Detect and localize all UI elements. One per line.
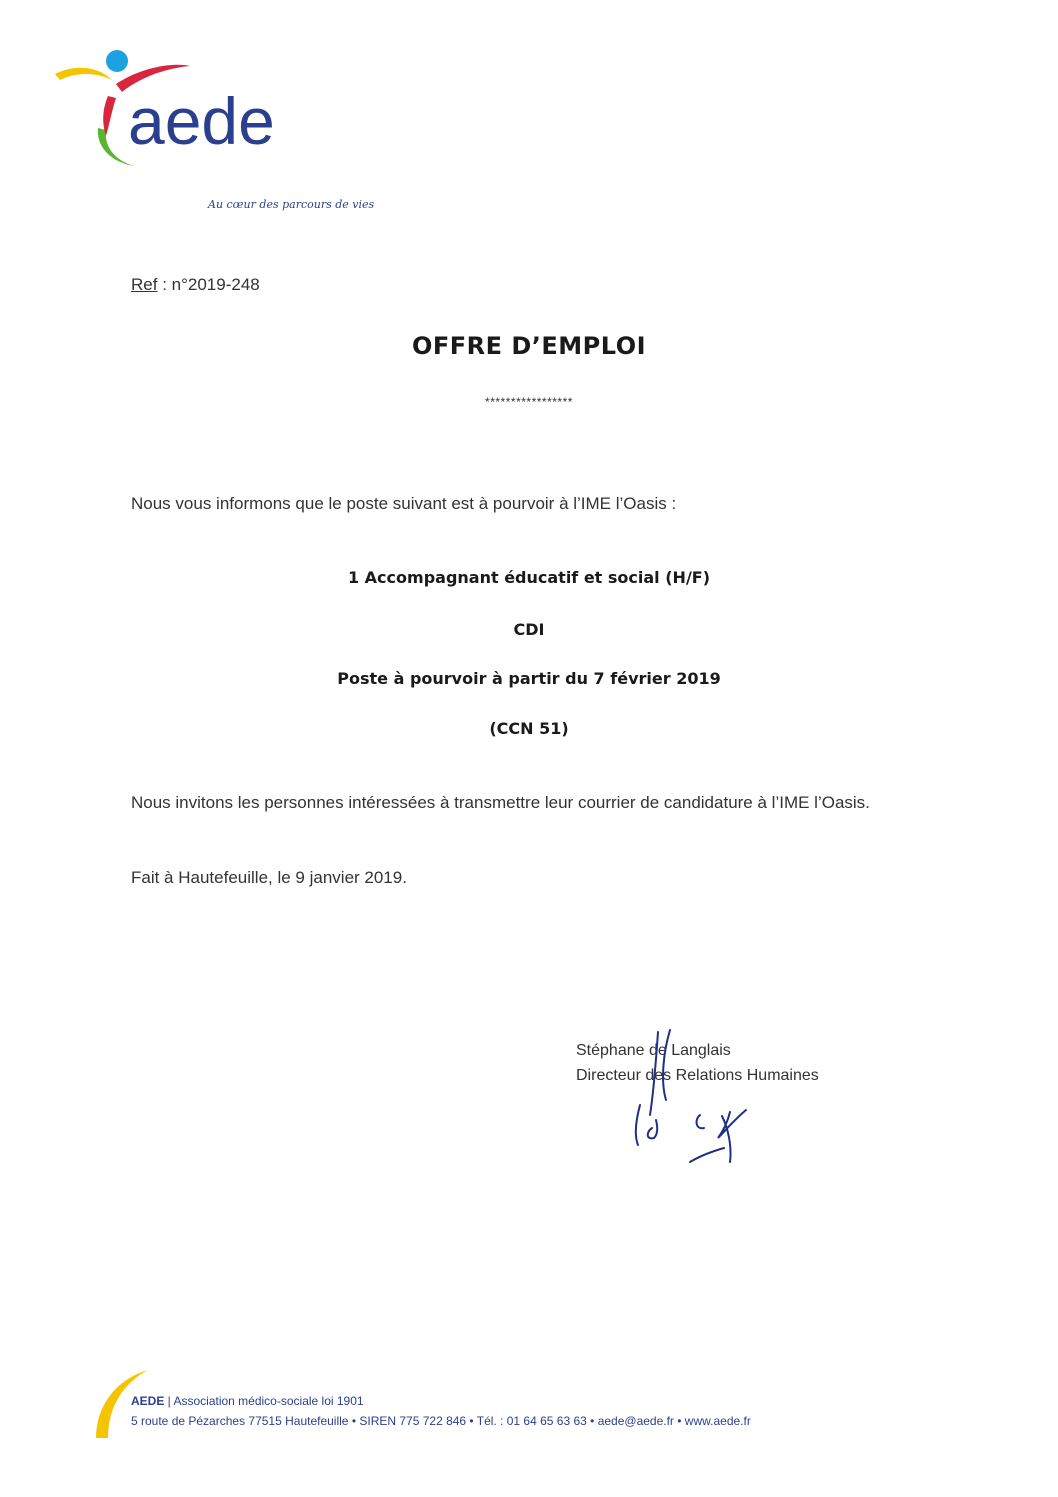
reference (131, 275, 260, 295)
handwritten-signature (600, 1020, 780, 1170)
aede-logo (50, 40, 375, 211)
start-date: Poste à pourvoir à partir du 7 février 2019 (337, 669, 721, 688)
aede-wordmark: aede (128, 84, 275, 158)
intro-paragraph: Nous vous informons que le poste suivant est à pourvoir à l’IME l’Oasis : (131, 494, 677, 513)
invitation-paragraph: Nous invitons les personnes intéressées à transmettre leur courrier de candidature à l’IME l’Oasis. (131, 793, 870, 812)
aede-logo-graphic (50, 40, 350, 185)
job-title: 1 Accompagnant éducatif et social (H/F) (347, 568, 711, 587)
footer-association (131, 1394, 364, 1408)
place-date: Fait à Hautefeuille, le 9 janvier 2019. (131, 868, 407, 887)
footer-separator: | (164, 1394, 174, 1408)
contract-type: CDI (513, 620, 545, 639)
convention: (CCN 51) (489, 719, 569, 738)
page-title: OFFRE D’EMPLOI (411, 332, 647, 360)
footer-association-text: Association médico-sociale loi 1901 (173, 1394, 364, 1408)
footer-address: 5 route de Pézarches 77515 Hautefeuille • SIREN 775 722 846 • Tél. : 01 64 65 63 63 • aede@aede.fr • www.aede.fr (131, 1414, 751, 1428)
signatory-role: Directeur des Relations Humaines (576, 1067, 819, 1084)
reference-value: : n°2019-248 (157, 275, 260, 294)
footer-brand: AEDE (131, 1394, 165, 1408)
logo-tagline: Au cœur des parcours de vies (208, 198, 375, 211)
separator: ***************** (485, 395, 573, 409)
signatory-name: Stéphane de Langlais (576, 1042, 731, 1059)
reference-label: Ref (131, 275, 158, 294)
